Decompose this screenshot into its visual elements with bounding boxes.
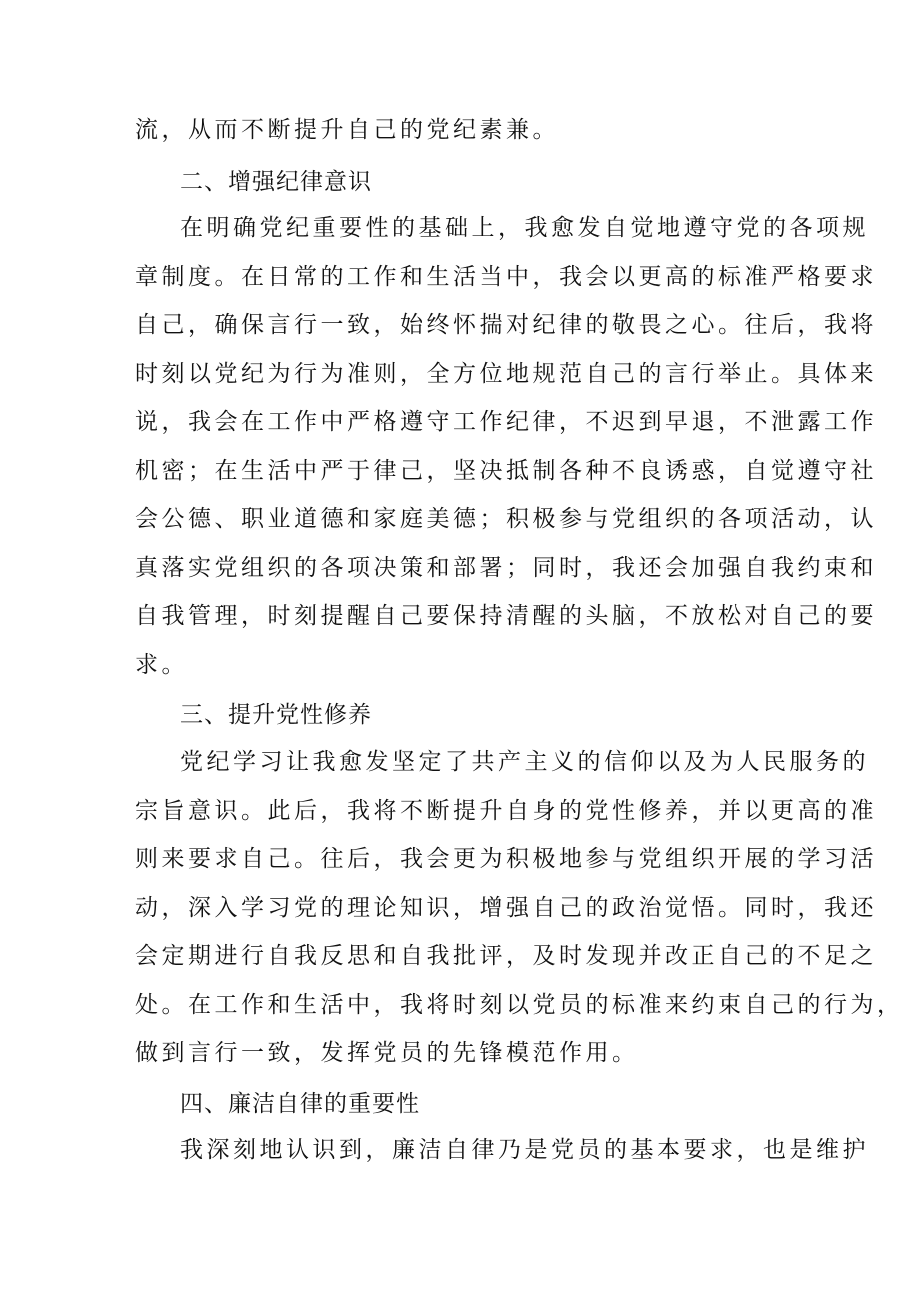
section-heading: 四、廉洁自律的重要性: [180, 1091, 420, 1117]
paragraph-line: 会公德、职业道德和家庭美德；积极参与党组织的各项活动，认: [135, 506, 877, 532]
paragraph-line: 会定期进行自我反思和自我批评，及时发现并改正自己的不足之: [135, 943, 877, 969]
paragraph-line: 真落实党组织的各项决策和部署；同时，我还会加强自我约束和: [135, 555, 877, 581]
paragraph-line: 自我管理，时刻提醒自己要保持清醒的头脑，不放松对自己的要: [135, 603, 877, 629]
paragraph-line: 自己，确保言行一致，始终怀揣对纪律的敬畏之心。往后，我将: [135, 312, 877, 338]
paragraph-line: 流，从而不断提升自己的党纪素兼。: [135, 117, 559, 143]
paragraph-line: 章制度。在日常的工作和生活当中，我会以更高的标准严格要求: [135, 264, 877, 290]
paragraph-line: 在明确党纪重要性的基础上，我愈发自觉地遵守党的各项规: [180, 215, 869, 241]
paragraph-line: 处。在工作和生活中，我将时刻以党员的标准来约束自己的行为，: [135, 992, 904, 1018]
paragraph-line: 党纪学习让我愈发坚定了共产主义的信仰以及为人民服务的: [180, 749, 869, 775]
section-heading: 三、提升党性修养: [180, 702, 372, 728]
paragraph-line: 则来要求自己。往后，我会更为积极地参与党组织开展的学习活: [135, 846, 877, 872]
paragraph-line: 机密；在生活中严于律己，坚决抵制各种不良诱惑，自觉遵守社: [135, 458, 877, 484]
paragraph-line: 动，深入学习党的理论知识，增强自己的政治觉悟。同时，我还: [135, 895, 877, 921]
paragraph-line: 宗旨意识。此后，我将不断提升自身的党性修养，并以更高的准: [135, 798, 877, 824]
paragraph-line: 说，我会在工作中严格遵守工作纪律，不迟到早退，不泄露工作: [135, 409, 877, 435]
paragraph-line: 我深刻地认识到，廉洁自律乃是党员的基本要求，也是维护: [180, 1137, 869, 1163]
section-heading: 二、增强纪律意识: [180, 169, 372, 195]
paragraph-line: 做到言行一致，发挥党员的先锋模范作用。: [135, 1040, 639, 1066]
paragraph-line: 时刻以党纪为行为准则，全方位地规范自己的言行举止。具体来: [135, 361, 877, 387]
paragraph-line: 求。: [135, 652, 188, 678]
